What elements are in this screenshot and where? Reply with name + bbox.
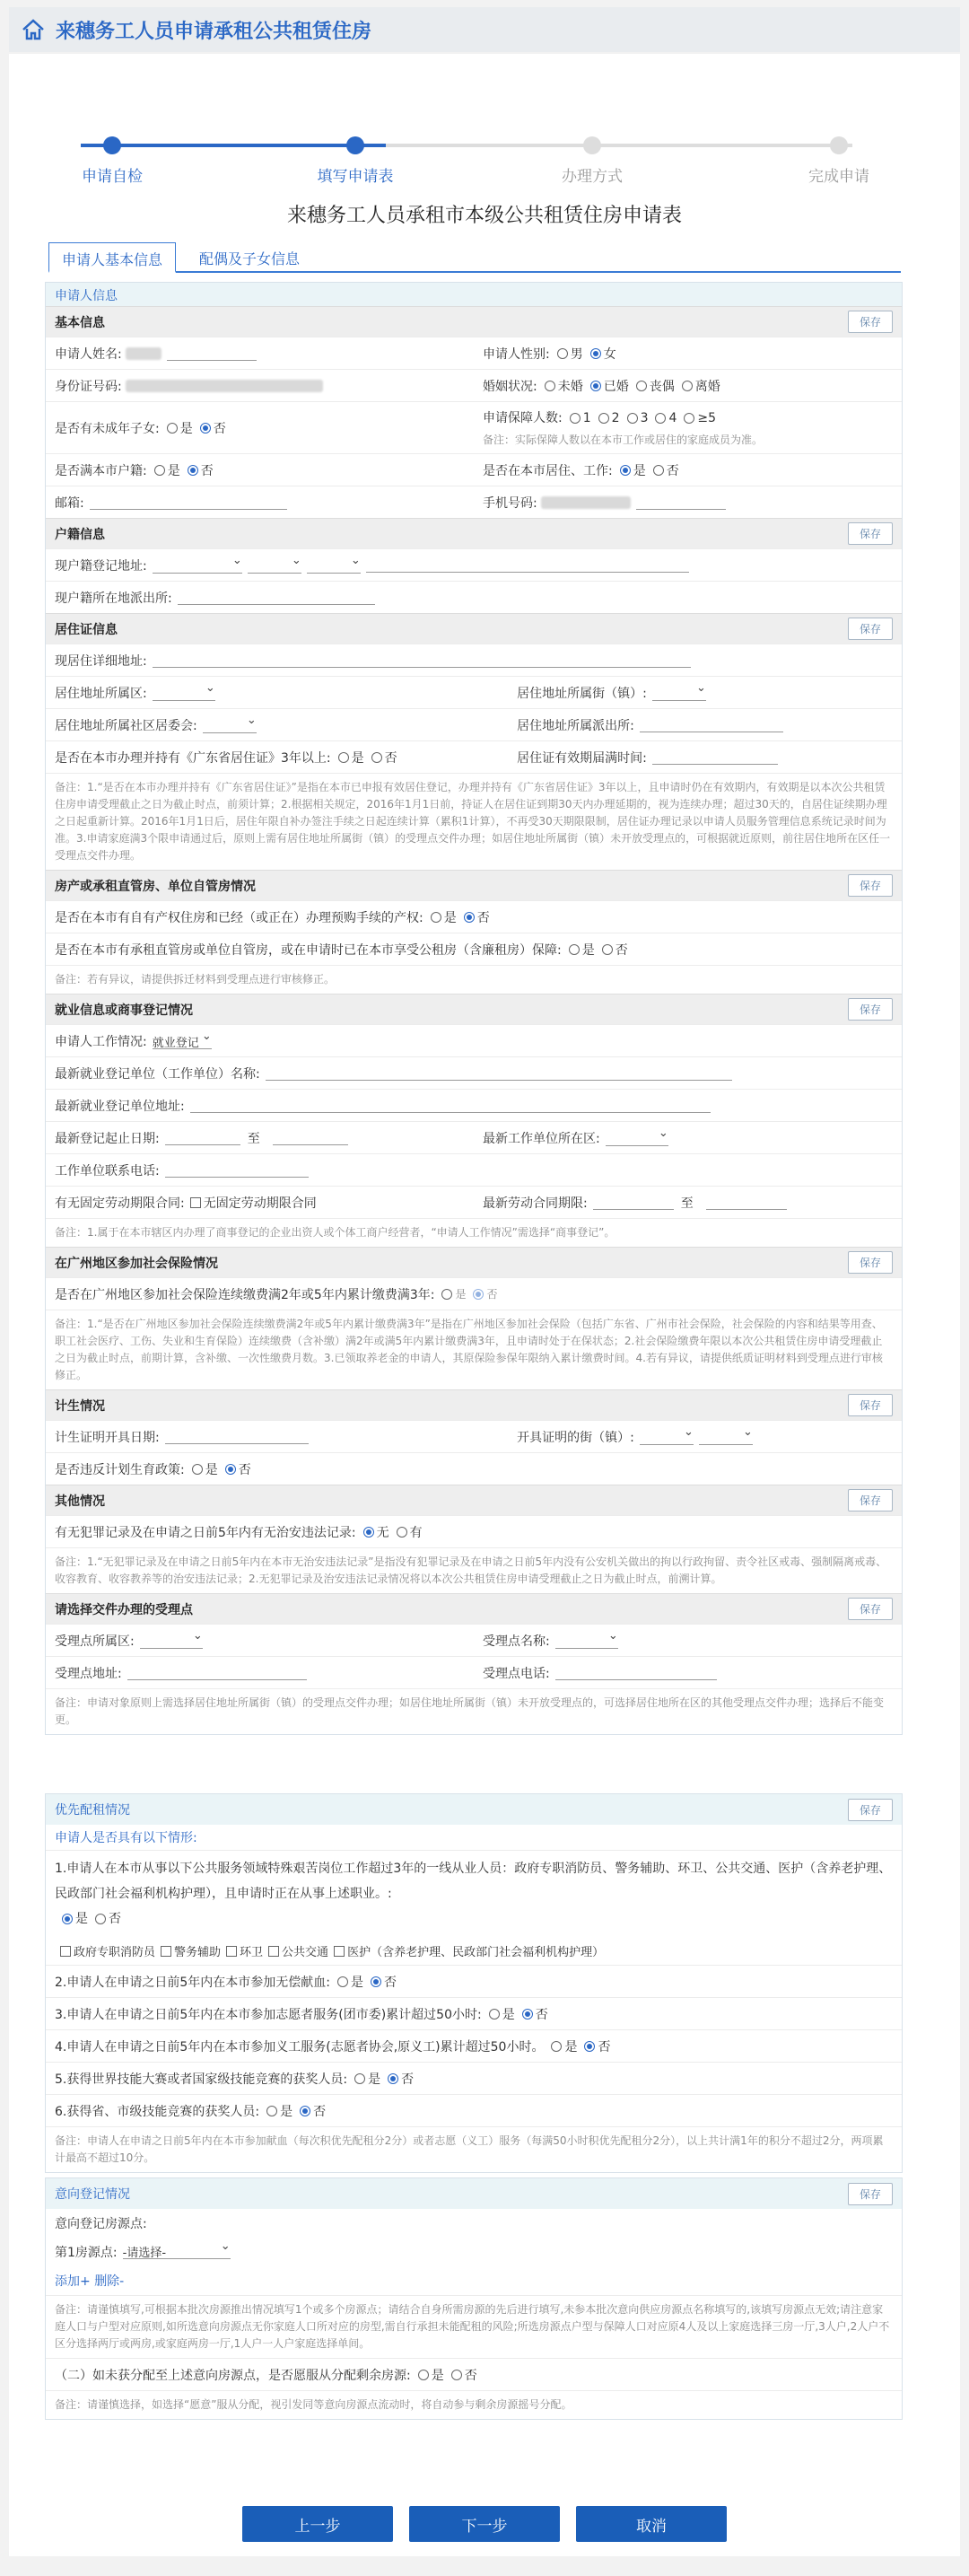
action-buttons <box>9 2506 960 2542</box>
radio-insurance-yes[interactable] <box>441 1289 452 1300</box>
radio-minor-yes[interactable] <box>167 423 178 434</box>
save-button[interactable]: 保存 <box>848 522 893 545</box>
radio-property-no[interactable] <box>464 912 475 923</box>
section-family-planning: 计生情况 保存 <box>46 1389 902 1420</box>
cert-district-select[interactable] <box>640 1429 694 1445</box>
applicant-panel: 申请人信息 基本信息 保存 申请人姓名: 申请人性别: 男 女 身份证号码: 婚姻状况: 未婚 已婚 丧偶 离婚 是否有未成年子女: 是 否 申请保障人数: 1 2 3 4 ≥5 备注：实际保障人数以在本市工作或居住的家庭成员为准。 是否满本市户籍: 是 否 是否在本市居住、工作: 是 否 邮箱: 手机号码: 户籍信息 保存 现户籍登记地址: ⌄ ⌄ ⌄ 现户籍所在地派出所: 居住证信息 保存 现居住详细地址: 居住地址所属区: ⌄ 居住地址所属街（镇）: ⌄ 居住地址所属社区居委会: ⌄ 居住地址所属派出所: 是否在本市办理并持有《广东省居住证》3年以上: 是 否 居住证有效期届满时间: 备注：1.“是否在本市办理并持有《广东省居住证》”是指在本市已申报有效居住登记，办理并持有《广东省居住证》3年以上，且申请时仍在有效期内，有效期是以本次公共租赁住房申请受理截止之日为截止时点，前须计算；2.根据相关规定，2016年1月1日前，持证人在居住证到期30天内办理延期的，视为连续办理；超过30天的，自居住证续期办理之日起重新计算。2016年1月1日后，居住年限自补办签注手续之日起连续计算（累积1计算），不再受30天期限限制，居住证办理记录以申请人员服务管理信息系统记录时间为准。3.申请家庭满3个限申请通过后，原则上需有居住地址所属街（镇）的受理点交件办理；如居住地址所属街（镇）未开放受理点的，可根据就近原则，前往居住地所在区任一受理点交件办理。 房产或承租直管房、单位自管房情况 保存 是否在本市有自有产权住房和已经（或正在）办理预购手续的产权: 是 否 是否在本市有承租直管房或单位自管房，或在申请时已在本市享受公租房（含廉租房）保障: 是 否 备注：若有异议，请提供拆迁材料到受理点进行审核修正。 就业信息或商事登记情况 保存 申请人工作情况: 就业登记 ⌄ 最新就业登记单位（工作单位）名称: 最新就业登记单位地址: 最新登记起止日期: 至 最新工作单位所在区: ⌄ 工作单位联系电话: 有无固定劳动期限合同: 无固定劳动期限合同 最新劳动合同期限: 至 备注：1.属于在本市辖区内办理了商事登记的企业出资人或个体工商户经营者，“申请人工作情况”需选择“商事登记”。 在广州地区参加社会保险情况 保存 是否在广州地区参加社会保险连续缴费满2年或5年内累计缴费满3年: 是 否 备注：1.“是否在广州地区参加社会保险连续缴费满2年或5年内累计缴费满3年”是指在广州地区参加社会保险（包括广东省、广州市社会保险，社会保险的内容和结果等用查、职工社会医疗、工伤、失业和生育保险）连续缴费（含补缴）满2年或满5年内累计缴费满3年，且申请时处于在保状态；2.社会保险缴费年限以本次公共租赁住房申请受理截止之日为截止时点，前期计算，含补缴、一次性缴费月数。3.已领取养老金的申请人，其原保险参保年限纳入累计缴费时间。4.若有异议，请提供纸质证明材料到受理点进行审核修正。 计生情况 保存 计生证明开具日期: 开具证明的街（镇）: ⌄ ⌄ 是否违反计划生育政策: 是 否 其他情况 保存 有无犯罪记录及在申请之日前5年内有无治安违法记录: 无 有 备注：1.“无犯罪记录及在申请之日前5年内在本市无治安违法记录”是指没有犯罪记录及在申请之日前5年内没有公安机关做出的拘以行政拘留、责令社区戒毒、强制隔离戒毒、收容教育、收容教养等的治安违法记录；2.无犯罪记录及治安违法记录情况将以本次公共租赁住房申请受理截止之日为截止时点，前溯计算。 请选择交件办理的受理点 保存 受理点所属区: ⌄ 受理点名称: ⌄ 受理点地址: 受理点电话: 备注：申请对象原则上需选择居住地址所属街（镇）的受理点交件办理；如居住地址所属街（镇）未开放受理点的，可选择居住地所在区的其他受理点交件办理；选择后不能变更。 <box>45 282 903 1735</box>
radio-record-none[interactable] <box>363 1527 374 1538</box>
name-value[interactable] <box>126 347 162 360</box>
radio-male[interactable] <box>557 348 568 359</box>
save-button[interactable]: 保存 <box>848 998 893 1021</box>
radio-household-3[interactable] <box>627 413 638 424</box>
residence-note: 备注：1.“是否在本市办理并持有《广东省居住证》”是指在本市已申报有效居住登记，办理并持有《广东省居住证》3年以上，且申请时仍在有效期内，有效期是以本次公共租赁住房申请受理截止之日为截止时点，前须计算；2.根据相关规定，2016年1月1日前，持证人在居住证到期30天内办理延期的，视为连续办理；超过30天的，自居住证续期办理之日起重新计算。2016年1月1日后，居住年限自补办签注手续之日起连续计算（累积1计算），不再受30天期限限制，居住证办理记录以申请人员服务管理信息系统记录时间为准。3.申请家庭满3个限申请通过后，原则上需有居住地址所属街（镇）的受理点交件办理；如居住地址所属街（镇）未开放受理点的，可根据就近原则，前往居住地所在区任一受理点交件办理。 <box>46 773 902 870</box>
save-button[interactable]: 保存 <box>848 2183 893 2205</box>
step-dot <box>103 136 121 154</box>
residence-police-field[interactable] <box>640 718 783 732</box>
step-line-todo <box>386 144 852 147</box>
section-intent: 意向登记情况 保存 <box>46 2178 902 2209</box>
hukou-city-select[interactable] <box>248 557 301 574</box>
add-link[interactable]: 添加+ <box>55 2274 91 2289</box>
id-field[interactable] <box>126 380 323 392</box>
step-dot <box>346 136 364 154</box>
phone-value[interactable] <box>541 496 631 509</box>
step-line-done <box>81 144 386 147</box>
radio-priority4-yes[interactable] <box>551 2041 562 2052</box>
radio-accept-yes[interactable] <box>418 2370 429 2380</box>
home-icon[interactable] <box>20 16 47 43</box>
panel-heading: 申请人信息 <box>46 283 902 306</box>
checkbox-medical[interactable] <box>334 1946 345 1957</box>
radio-priority6-yes[interactable] <box>266 2106 277 2116</box>
radio-priority5-no[interactable] <box>388 2073 398 2084</box>
step-dot <box>583 136 601 154</box>
intent-panel: 意向登记情况 保存 意向登记房源点: 第1房源点: -请选择- ⌄ 添加+ 删除- 备注：请谨慎填写,可根据本批次房源推出情况填写1个或多个房源点；请结合自身所需房源的先后进行填写,未参本批次意向供应房源点名称填写的,该填写房源点无效;请注意家庭人口与户型对应原则,如所选意向房源点无你家庭人口所对应的房型,需自行承担未能配租的风险;所选房源点户型与保障人口对应原4人及以上家庭选择三房一厅,3人户,2人户不区分选择两厅或两房,或家庭两房一厅,1人户一人户家庭选择单间。 （二）如未获分配至上述意向房源点，是否愿服从分配剩余房源: 是 否 备注：请谨慎选择，如选择“愿意”服从分配，视引发同等意向房源点流动时，将自动参与剩余房源摇号分配。 <box>45 2177 903 2420</box>
service-name-select[interactable] <box>555 1633 618 1649</box>
intent-note-2: 备注：请谨慎选择，如选择“愿意”服从分配，视引发同等意向房源点流动时，将自动参与剩余房源摇号分配。 <box>46 2390 902 2419</box>
tab-applicant-info[interactable]: 申请人基本信息 <box>48 242 176 273</box>
hukou-district-select[interactable] <box>307 557 361 574</box>
radio-widowed[interactable] <box>636 381 647 391</box>
other-note: 备注：1.“无犯罪记录及在申请之日前5年内在本市无治安违法记录”是指没有犯罪记录及在申请之日前5年内没有公安机关做出的拘以行政拘留、责令社区戒毒、强制隔离戒毒、收容教育、收容教养等的治安违法记录；2.无犯罪记录及治安违法记录情况将以本次公共租赁住房申请受理截止之日为截止时点，前溯计算。 <box>46 1547 902 1593</box>
next-button[interactable]: 下一步 <box>409 2506 560 2542</box>
radio-record-have[interactable] <box>397 1527 407 1538</box>
residence-district-select[interactable] <box>153 685 215 701</box>
priority-subtitle: 申请人是否具有以下情形: <box>55 1831 197 1845</box>
priority-panel: 优先配租情况 保存 申请人是否具有以下情形: 1.申请人在本市从事以下公共服务领域特殊艰苦岗位工作超过3年的一线从业人员：政府专职消防员、警务辅助、环卫、公共交通、医护（含养老护理、民政部门社会福利机构护理），且申请时正在从事上述职业。: 是 否 政府专职消防员 警务辅助 环卫 公共交通 医护（含养老护理、民政部门社会福利机构护理） 2.申请人在申请之日前5年内在本市参加无偿献血: 是 否 3.申请人在申请之日前5年内在本市参加志愿者服务(团市委)累计超过50小时: 是 否 4.申请人在申请之日前5年内在本市参加义工服务(志愿者协会,原义工)累计超过50小时。 是 否 5.获得世界技能大赛或者国家级技能竞赛的获奖人员: 是 否 6.获得省、市级技能竞赛的获奖人员: 是 否 备注：申请人在申请之日前5年内在本市参加献血（每次积优先配租分2分）或者志愿（义工）服务（每满50小时积优先配租分2分），以上共计满1年的积分不超过2分，两项累计最高不超过10分。 <box>45 1793 903 2173</box>
radio-work-yes[interactable] <box>620 465 631 476</box>
checkbox-no-fixed-contract[interactable] <box>190 1197 201 1208</box>
radio-married[interactable] <box>590 381 601 391</box>
top-bar <box>9 7 960 52</box>
radio-insurance-no[interactable] <box>473 1289 484 1300</box>
section-service-point: 请选择交件办理的受理点 保存 <box>46 1593 902 1624</box>
step-label: 申请自检 <box>82 168 143 186</box>
residence-street-select[interactable] <box>652 685 706 701</box>
employer-name-field[interactable] <box>266 1066 732 1081</box>
service-district-select[interactable] <box>140 1633 203 1649</box>
intent-note: 备注：请谨慎填写,可根据本批次房源推出情况填写1个或多个房源点；请结合自身所需房源的先后进行填写,未参本批次意向供应房源点名称填写的,该填写房源点无效;请注意家庭人口与户型对应原则,如所选意向房源点无你家庭人口所对应的房型,需自行承担未能配租的风险;所选房源点户型与保障人口对应原4人及以上家庭选择三房一厅,3人户,2人户不区分选择两厅或两房,或家庭两房一厅,1人户一人户家庭选择单间。 <box>46 2295 902 2358</box>
employment-note: 备注：1.属于在本市辖区内办理了商事登记的企业出资人或个体工商户经营者，“申请人工作情况”需选择“商事登记”。 <box>46 1218 902 1247</box>
save-button[interactable]: 保存 <box>848 311 893 333</box>
email-field[interactable] <box>90 495 287 510</box>
save-button[interactable]: 保存 <box>848 618 893 640</box>
section-residence: 居住证信息 保存 <box>46 613 902 644</box>
hukou-address-field[interactable] <box>366 558 689 573</box>
employment-end-date[interactable] <box>273 1131 348 1145</box>
tab-bar <box>48 242 901 273</box>
radio-household-4[interactable] <box>655 413 666 424</box>
service-address-field <box>127 1666 307 1680</box>
employer-address-field[interactable] <box>190 1099 711 1113</box>
save-button[interactable]: 保存 <box>848 1799 893 1821</box>
name-field[interactable] <box>167 346 257 361</box>
service-note: 备注：申请对象原则上需选择居住地址所属街（镇）的受理点交件办理；如居住地址所属街（镇）未开放受理点的，可选择居住地所在区的其他受理点交件办理；选择后不能变更。 <box>46 1688 902 1734</box>
cert-date-field[interactable] <box>165 1430 309 1444</box>
radio-accept-no[interactable] <box>451 2370 462 2380</box>
priority-note: 备注：申请人在申请之日前5年内在本市参加献血（每次积优先配租分2分）或者志愿（义工）服务（每满50小时积优先配租分2分），以上共计满1年的积分不超过2分，两项累计最高不超过10分。 <box>46 2126 902 2172</box>
radio-permit-yes[interactable] <box>338 752 349 763</box>
app-title: 来穗务工人员申请承租公共租赁住房 <box>56 20 372 43</box>
radio-household-2[interactable] <box>598 413 609 424</box>
hukou-province-select[interactable] <box>153 557 242 574</box>
checkbox-sanitation[interactable] <box>226 1946 237 1957</box>
save-button[interactable]: 保存 <box>848 874 893 897</box>
hukou-police-field[interactable] <box>178 591 375 605</box>
save-button[interactable]: 保存 <box>848 1598 893 1620</box>
checkbox-police-aux[interactable] <box>161 1946 171 1957</box>
radio-priority1-no[interactable] <box>95 1914 106 1924</box>
intent-subtitle: 意向登记房源点: <box>55 2217 147 2231</box>
form-title: 来穗务工人员承租市本级公共租赁住房申请表 <box>286 205 682 227</box>
checkbox-firefighter[interactable] <box>60 1946 71 1957</box>
employer-district-select[interactable] <box>606 1130 668 1146</box>
section-insurance: 在广州地区参加社会保险情况 保存 <box>46 1247 902 1277</box>
radio-priority4-no[interactable] <box>584 2041 595 2052</box>
contract-end-date[interactable] <box>706 1196 787 1210</box>
step-label: 办理方式 <box>562 168 623 186</box>
property-note: 备注：若有异议，请提供拆迁材料到受理点进行审核修正。 <box>46 965 902 994</box>
step-label: 填写申请表 <box>317 168 394 186</box>
radio-household-5[interactable] <box>684 413 694 424</box>
radio-rent-yes[interactable] <box>569 944 580 955</box>
delete-link[interactable]: 删除- <box>94 2274 125 2289</box>
radio-priority3-yes[interactable] <box>489 2009 500 2020</box>
radio-priority1-yes[interactable] <box>62 1914 73 1924</box>
cert-street-select[interactable] <box>699 1429 753 1445</box>
section-hukou: 户籍信息 保存 <box>46 518 902 548</box>
checkbox-transit[interactable] <box>268 1946 279 1957</box>
save-button[interactable]: 保存 <box>848 1394 893 1416</box>
insurance-note: 备注：1.“是否在广州地区参加社会保险连续缴费满2年或5年内累计缴费满3年”是指在广州地区参加社会保险（包括广东省、广州市社会保险，社会保险的内容和结果等用查、职工社会医疗、工伤、失业和生育保险）连续缴费（含补缴）满2年或满5年内累计缴费满3年，且申请时处于在保状态；2.社会保险缴费年限以本次公共租赁住房申请受理截止之日为截止时点，前期计算，含补缴、一次性缴费月数。3.已领取养老金的申请人，其原保险参保年限纳入累计缴费时间。4.若有异议，请提供纸质证明材料到受理点进行审核修正。 <box>46 1310 902 1389</box>
main-content <box>9 54 960 2558</box>
radio-divorced[interactable] <box>682 381 693 391</box>
save-button[interactable]: 保存 <box>848 1489 893 1511</box>
radio-work-no[interactable] <box>653 465 664 476</box>
employment-type-select[interactable]: 就业登记 ⌄ <box>153 1033 212 1049</box>
section-basic: 基本信息 保存 <box>46 306 902 337</box>
employment-start-date[interactable] <box>165 1131 240 1145</box>
tab-spouse-children[interactable]: 配偶及子女信息 <box>199 250 301 267</box>
radio-local-no[interactable] <box>188 465 198 476</box>
footer-strip <box>0 2556 969 2576</box>
save-button[interactable]: 保存 <box>848 1251 893 1274</box>
cancel-button[interactable]: 取消 <box>576 2506 727 2542</box>
contract-start-date[interactable] <box>593 1196 674 1210</box>
radio-priority3-no[interactable] <box>522 2009 533 2020</box>
radio-minor-no[interactable] <box>200 423 211 434</box>
radio-female[interactable] <box>590 348 601 359</box>
section-other: 其他情况 保存 <box>46 1485 902 1515</box>
radio-priority2-no[interactable] <box>371 1976 381 1987</box>
radio-priority5-yes[interactable] <box>354 2073 365 2084</box>
radio-rent-no[interactable] <box>602 944 613 955</box>
radio-unmarried[interactable] <box>545 381 555 391</box>
section-property: 房产或承租直管房、单位自管房情况 保存 <box>46 870 902 900</box>
section-employment: 就业信息或商事登记情况 保存 <box>46 994 902 1024</box>
residence-committee-select[interactable] <box>203 717 257 733</box>
service-phone-field <box>555 1666 717 1680</box>
radio-household-1[interactable] <box>570 413 581 424</box>
radio-property-yes[interactable] <box>431 912 441 923</box>
radio-violate-no[interactable] <box>225 1464 236 1475</box>
permit-expire-field[interactable] <box>652 750 778 765</box>
phone-field[interactable] <box>636 495 726 510</box>
residence-address-field[interactable] <box>153 653 691 668</box>
radio-local-yes[interactable] <box>154 465 165 476</box>
prev-button[interactable]: 上一步 <box>242 2506 393 2542</box>
section-priority: 优先配租情况 保存 <box>46 1794 902 1825</box>
radio-priority6-no[interactable] <box>300 2106 310 2116</box>
radio-permit-no[interactable] <box>371 752 382 763</box>
employer-phone-field[interactable] <box>165 1163 309 1178</box>
radio-violate-yes[interactable] <box>192 1464 203 1475</box>
progress-steps <box>9 90 960 186</box>
step-label: 完成申请 <box>808 168 869 186</box>
step-dot <box>830 136 848 154</box>
housing-point-select[interactable]: -请选择- ⌄ <box>123 2243 231 2259</box>
radio-priority2-yes[interactable] <box>337 1976 348 1987</box>
